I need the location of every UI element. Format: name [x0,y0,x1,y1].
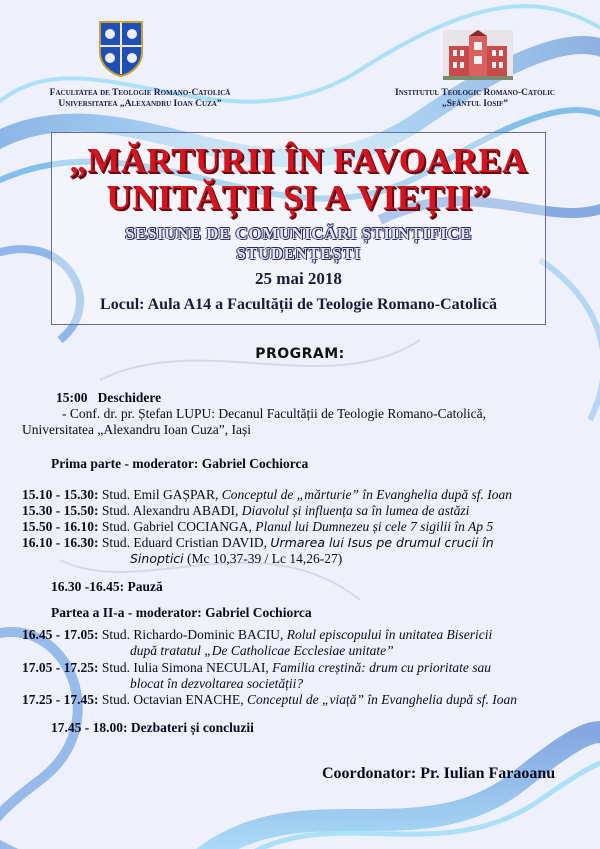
university-name: Universitatea „Alexandru Ioan Cuza” [58,99,222,109]
opening-label: Deschidere [97,390,162,405]
part2-heading: Partea a II-a - moderator: Gabriel Cochiorca [51,605,312,620]
event-date: 25 mai 2018 [255,269,342,288]
faculty-name: Facultatea de Teologie Romano-Catolică [49,88,231,98]
part1-heading: Prima parte - moderator: Gabriel Cochiorca [51,456,309,471]
opening-speaker-line2: Universitatea „Alexandru Ioan Cuza”, Iași [22,422,252,437]
main-title-line1: „MĂRTURII ÎN FAVOAREA [69,141,528,180]
subtitle-line1: SESIUNE DE COMUNICĂRI ȘTIINȚIFICE [125,224,472,243]
list-item: 16.10 - 16.30: Stud. Eduard Cristian DAVID, Urmarea lui Isus pe drumul crucii în [22,535,494,550]
institute-saint: „Sfântul Iosif” [442,99,508,109]
list-item: 16.45 - 17.05: Stud. Richardo-Dominic BACIU, Rolul episcopului în unitatea Bisericii [22,627,493,642]
faculty-header [20,88,260,110]
opening-row [56,390,161,406]
institute-building-image [443,30,513,80]
institute-header [370,88,580,110]
list-item: 17.05 - 17.25: Stud. Iulia Simona NECULAI, Familia creștină: drum cu prioritate sau [22,660,491,675]
title-box [51,132,546,325]
list-item: 15.30 - 15.50: Stud. Alexandru ABADI, Diavolul și influența sa în lumea de astăzi [22,503,470,518]
program-heading: PROGRAM: [255,346,345,362]
closing-row: 17.45 - 18.00: Dezbateri și concluzii [51,720,254,735]
coordinator: Coordonator: Pr. Iulian Faraoanu [322,765,556,782]
opening-speaker-line1: - Conf. dr. pr. Ștefan LUPU: Decanul Facultății de Teologie Romano-Catolică, [62,406,486,421]
opening-time: 15:00 [56,390,88,405]
subtitle-line2: STUDENȚEȘTI [236,244,361,263]
faculty-crest-logo [96,18,146,78]
pause-row: 16.30 -16.45: Pauză [51,579,163,594]
list-item: 17.25 - 17.45: Stud. Octavian ENACHE, Conceptul de „viață” în Evanghelia după sf. Ioan [22,692,517,707]
event-location: Locul: Aula A14 a Facultății de Teologie Romano-Catolică [100,296,497,313]
list-item-continuation: după tratatul „De Catholicae Ecclesiae unitate” [130,643,394,658]
main-title-line2: UNITĂȚII ȘI A VIEȚII” [106,178,491,217]
institute-name: Institutul Teologic Romano-Catolic [395,88,555,98]
list-item-continuation: Sinoptici (Mc 10,37-39 / Lc 14,26-27) [130,551,343,566]
list-item-continuation: blocat în dezvoltarea societății? [130,676,304,691]
list-item: 15.10 - 15.30: Stud. Emil GAȘPAR, Conceptul de „mărturie” în Evanghelia după sf. Ioan [22,487,513,502]
list-item: 15.50 - 16.10: Stud. Gabriel COCIANGA, Planul lui Dumnezeu și cele 7 sigilii în Ap 5 [22,519,494,534]
